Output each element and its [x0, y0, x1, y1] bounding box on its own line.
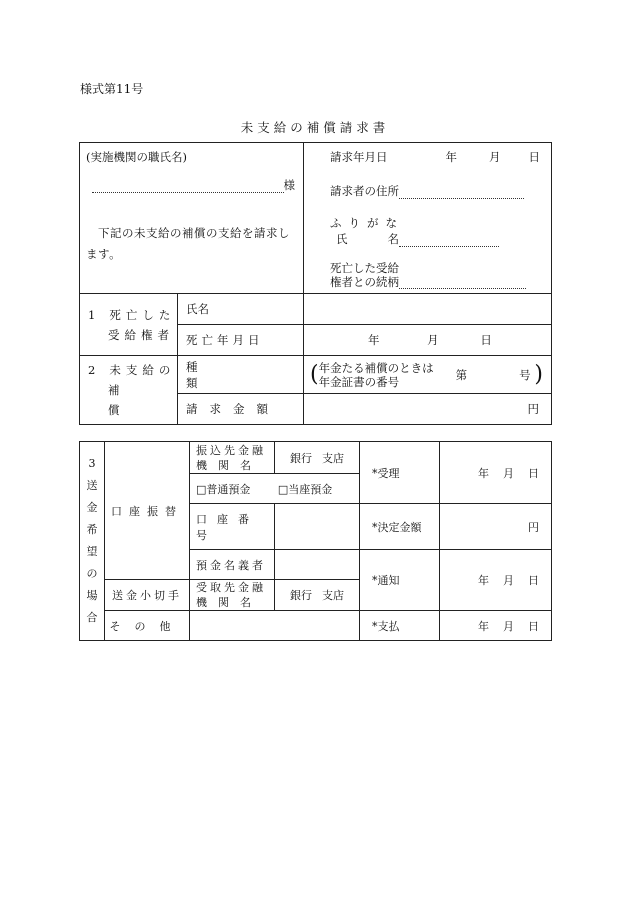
- relation-label-1: 死亡した受給: [330, 261, 400, 275]
- payment-date-field[interactable]: 年 月 日: [440, 611, 552, 641]
- type-label-cell: 種類: [178, 356, 304, 394]
- relation-row[interactable]: 権者との続柄: [330, 275, 545, 289]
- account-holder-field[interactable]: [275, 550, 360, 580]
- name-row[interactable]: 氏 名: [330, 231, 545, 247]
- account-holder-label: 預金名義者: [190, 550, 275, 580]
- receipt-date-field[interactable]: 年 月 日: [440, 442, 552, 504]
- statement-text: 下記の未支給の補償の支給を請求します。: [86, 226, 290, 261]
- other-field[interactable]: [190, 611, 360, 641]
- receive-bank-label: 受取先金融 機関名: [190, 580, 275, 611]
- decided-amount-field[interactable]: 円: [440, 504, 552, 550]
- request-date-label: 請求年月日: [330, 150, 388, 164]
- form-title: 未支給の補償請求書: [240, 120, 390, 135]
- receipt-label-cell: *受理: [360, 442, 440, 504]
- item2-label-cell: 2 未支給の 補償: [80, 356, 178, 425]
- deposit-ordinary-checkbox[interactable]: □普通預金: [196, 482, 251, 496]
- address-label: 請求者の住所: [330, 184, 400, 198]
- death-date-field[interactable]: 年 月 日: [304, 325, 552, 356]
- transfer-bank-label: 振込先金融 機関名: [190, 442, 275, 474]
- decided-amount-label: *決定金額: [360, 504, 440, 550]
- transfer-bank-field[interactable]: 銀行 支店: [275, 442, 360, 474]
- furigana-label: ふりがな: [330, 216, 405, 230]
- account-number-label: 口座番号: [190, 504, 275, 550]
- receive-bank-field[interactable]: 銀行 支店: [275, 580, 360, 611]
- item3-vertical-label: 3 送 金 希 望 の 場 合: [80, 442, 105, 641]
- sama-text: 様: [283, 178, 296, 192]
- other-label: その他: [105, 611, 190, 641]
- notice-date-field[interactable]: 年 月 日: [440, 550, 552, 611]
- type-field[interactable]: ( 年金たる補償のときは 年金証書の番号 第 号 ): [304, 356, 552, 394]
- agency-name-line[interactable]: [86, 177, 295, 193]
- death-date-label: 死亡年月日: [178, 325, 304, 356]
- item1-label-cell: 1 死亡した 受給権者: [80, 294, 178, 356]
- request-date-row[interactable]: 請求年月日 年 月 日: [330, 150, 541, 164]
- amount-label: 請求金額: [178, 394, 304, 425]
- remittance-check-label: 送金小切手: [105, 580, 190, 611]
- amount-field[interactable]: 円: [304, 394, 552, 425]
- deposit-type-cell: [190, 474, 360, 504]
- claimant-cell: [304, 143, 552, 294]
- claim-table: [79, 142, 552, 425]
- account-number-field[interactable]: [275, 504, 360, 550]
- deposit-current-checkbox[interactable]: □当座預金: [277, 482, 333, 496]
- account-transfer-label: 口座振替: [105, 442, 190, 580]
- address-row[interactable]: [330, 183, 545, 199]
- deceased-name-label-cell: 氏名: [178, 294, 304, 325]
- deceased-name-field[interactable]: [304, 294, 552, 325]
- payment-label-cell: *支払: [360, 611, 440, 641]
- agency-cell: [80, 143, 304, 294]
- form-number: 様式第11号: [80, 82, 144, 96]
- notice-label-cell: *通知: [360, 550, 440, 611]
- agency-label: (実施機関の職氏名): [86, 150, 187, 164]
- remittance-table: [79, 441, 552, 641]
